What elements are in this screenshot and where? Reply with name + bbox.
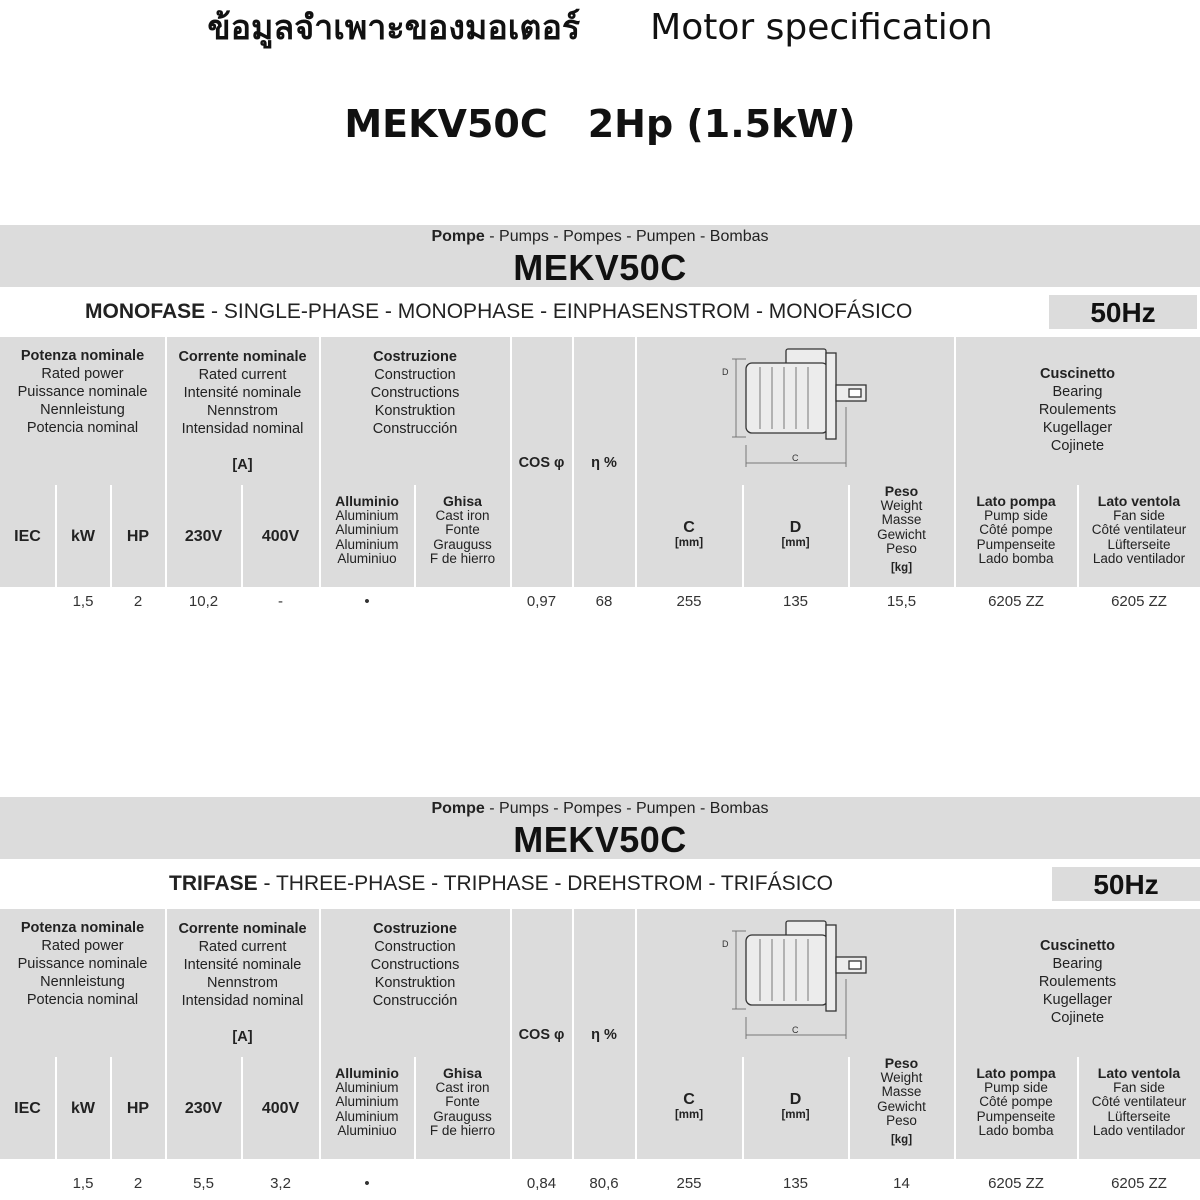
header-cast-iron: Ghisa Cast iron Fonte Grauguss F de hierro: [429, 493, 496, 566]
motor-dimension-diagram: [636, 337, 954, 483]
title-english: Motor specification: [650, 7, 993, 48]
header-rated-power: Potenza nominale Rated power Puissance nominale Nennleistung Potencia nominal: [17, 920, 148, 1008]
header-bearing: Cuscinetto Bearing Roulements Kugellager Cojinete: [1038, 938, 1117, 1026]
value-dim-d: 135: [782, 593, 809, 610]
header-aluminium: Alluminio Aluminium Aluminium Aluminium Aluminiuo: [335, 1065, 399, 1138]
value-current-400v: -: [278, 593, 283, 610]
header-kw: kW: [71, 528, 95, 545]
value-cast-iron: [415, 587, 510, 617]
header-construction: Costruzione Construction Constructions Konstruktion Construcción: [370, 349, 460, 437]
header-cos-phi: COS φ: [518, 455, 565, 471]
header-rated-current: Corrente nominale Rated current Intensité nominale Nennstrom Intensidad nominal: [178, 921, 307, 1009]
header-efficiency: η %: [591, 1027, 617, 1043]
banner-rest: - Pumps - Pompes - Pumpen - Bombas: [489, 800, 769, 817]
sheet-model: MEKV50C: [513, 819, 687, 860]
diagram-label-c: C: [792, 1025, 799, 1035]
value-kw: 1,5: [72, 593, 94, 610]
value-current-230v: 10,2: [188, 593, 219, 610]
header-aluminium: Alluminio Aluminium Aluminium Aluminium Aluminiuo: [335, 493, 399, 566]
header-rated-current: Corrente nominale Rated current Intensité nominale Nennstrom Intensidad nominal: [178, 349, 307, 437]
spec-sheet-single-phase: [0, 225, 1200, 620]
header-hp: HP: [126, 1100, 150, 1117]
header-dim-c: C [mm]: [674, 1091, 704, 1121]
value-cos-phi: 0,97: [526, 593, 557, 610]
value-bearing-fan-side: 6205 ZZ: [1111, 1175, 1167, 1192]
header-230v: 230V: [184, 1100, 223, 1117]
spec-table-header: [0, 909, 1200, 1159]
header-iec: IEC: [14, 528, 41, 545]
phase-rest: - THREE-PHASE - TRIPHASE - DREHSTROM - TRIFÁSICO: [263, 872, 833, 895]
banner-languages: [0, 800, 1200, 818]
banner-rest: - Pumps - Pompes - Pumpen - Bombas: [489, 228, 769, 245]
model-rating: 2Hp (1.5kW): [587, 102, 856, 146]
header-efficiency: η %: [591, 455, 617, 471]
sheet-banner: [0, 225, 1200, 287]
value-efficiency: 80,6: [589, 1175, 619, 1192]
header-weight: Peso Weight Masse Gewicht Peso [kg]: [877, 483, 926, 574]
value-hp: 2: [133, 593, 143, 610]
phase-rest: - SINGLE-PHASE - MONOPHASE - EINPHASENSTROM - MONOFÁSICO: [211, 300, 913, 323]
phase-label: [169, 867, 833, 901]
frequency-badge: 50Hz: [1052, 867, 1200, 901]
model-code: MEKV50C: [344, 102, 548, 146]
header-pump-side: Lato pompa Pump side Côté pompe Pumpenseite Lado bomba: [976, 1065, 1056, 1138]
value-cast-iron: [415, 1169, 510, 1199]
header-fan-side: Lato ventola Fan side Côté ventilateur Lüfterseite Lado ventilador: [1091, 493, 1187, 566]
header-current-unit: [A]: [232, 1029, 253, 1045]
diagram-label-d: D: [722, 367, 729, 377]
header-400v: 400V: [261, 528, 300, 545]
value-aluminium: •: [364, 593, 370, 610]
title-thai: ข้อมูลจำเพาะของมอเตอร์: [207, 8, 581, 48]
spec-table-header: [0, 337, 1200, 587]
value-current-230v: 5,5: [193, 1175, 214, 1192]
header-current-unit: [A]: [232, 457, 253, 473]
value-dim-d: 135: [782, 1175, 809, 1192]
value-bearing-fan-side: 6205 ZZ: [1111, 593, 1167, 610]
header-fan-side: Lato ventola Fan side Côté ventilateur Lüfterseite Lado ventilador: [1091, 1065, 1187, 1138]
phase-lead: MONOFASE: [85, 300, 206, 323]
header-cast-iron: Ghisa Cast iron Fonte Grauguss F de hierro: [429, 1065, 496, 1138]
spec-data-row: [0, 1169, 1200, 1199]
motor-dimension-diagram: [636, 909, 954, 1055]
header-pump-side: Lato pompa Pump side Côté pompe Pumpenseite Lado bomba: [976, 493, 1056, 566]
header-cos-phi: COS φ: [518, 1027, 565, 1043]
spec-data-row: [0, 587, 1200, 617]
frequency-badge: 50Hz: [1049, 295, 1197, 329]
value-kw: 1,5: [72, 1175, 94, 1192]
banner-lead: Pompe: [431, 228, 485, 245]
value-current-400v: 3,2: [270, 1175, 291, 1192]
phase-lead: TRIFASE: [169, 872, 258, 895]
banner-languages: [0, 228, 1200, 246]
banner-lead: Pompe: [431, 800, 485, 817]
value-dim-c: 255: [676, 1175, 702, 1192]
spec-sheet-three-phase: [0, 797, 1200, 1200]
value-iec: [0, 587, 55, 617]
diagram-label-d: D: [722, 939, 729, 949]
header-iec: IEC: [14, 1100, 41, 1117]
value-weight: 14: [893, 1175, 910, 1192]
model-title: [0, 96, 1200, 152]
value-weight: 15,5: [886, 593, 917, 610]
header-400v: 400V: [261, 1100, 300, 1117]
sheet-banner: [0, 797, 1200, 859]
header-230v: 230V: [184, 528, 223, 545]
value-dim-c: 255: [676, 593, 702, 610]
value-iec: [0, 1169, 55, 1199]
phase-label: [85, 295, 912, 329]
value-aluminium: •: [364, 1175, 370, 1192]
header-dim-d: D [mm]: [781, 1091, 810, 1121]
diagram-label-c: C: [792, 453, 799, 463]
header-bearing: Cuscinetto Bearing Roulements Kugellager Cojinete: [1038, 366, 1117, 454]
header-hp: HP: [126, 528, 150, 545]
header-construction: Costruzione Construction Constructions Konstruktion Construcción: [370, 921, 460, 1009]
page-title: [0, 0, 1200, 58]
header-dim-d: D [mm]: [781, 519, 810, 549]
header-dim-c: C [mm]: [674, 519, 704, 549]
value-bearing-pump-side: 6205 ZZ: [988, 1175, 1044, 1192]
value-cos-phi: 0,84: [526, 1175, 557, 1192]
sheet-model: MEKV50C: [513, 247, 687, 288]
value-efficiency: 68: [595, 593, 613, 610]
value-hp: 2: [133, 1175, 143, 1192]
value-bearing-pump-side: 6205 ZZ: [988, 593, 1044, 610]
header-kw: kW: [71, 1100, 95, 1117]
header-weight: Peso Weight Masse Gewicht Peso [kg]: [877, 1055, 926, 1146]
header-rated-power: Potenza nominale Rated power Puissance nominale Nennleistung Potencia nominal: [17, 348, 148, 436]
